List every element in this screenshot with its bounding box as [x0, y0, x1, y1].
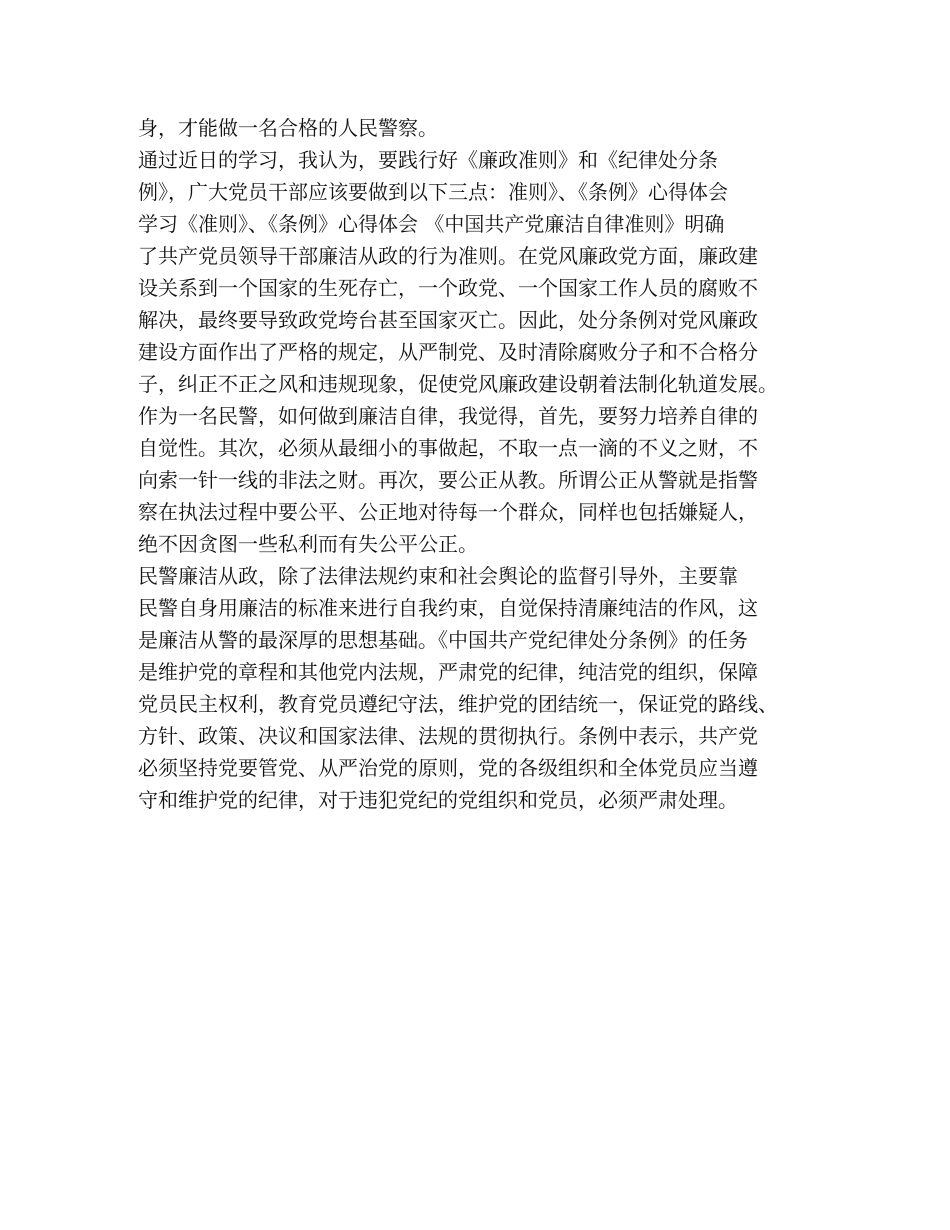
- text-line: 解决，最终要导致政党垮台甚至国家灭亡。因此，处分条例对党风廉政: [138, 308, 758, 332]
- text-line: 民警廉洁从政，除了法律法规约束和社会舆论的监督引导外，主要靠: [138, 564, 738, 588]
- text-line: 察在执法过程中要公平、公正地对待每一个群众，同样也包括嫌疑人，: [138, 500, 758, 524]
- text-line: 作为一名民警，如何做到廉洁自律，我觉得，首先，要努力培养自律的: [138, 404, 758, 428]
- text-line: 通过近日的学习，我认为，要践行好《廉政准则》和《纪律处分条: [138, 148, 718, 172]
- text-line: 学习《准则》、《条例》心得体会 《中国共产党廉洁自律准则》明确: [138, 212, 725, 236]
- body-text: [138, 112, 838, 816]
- text-line: 是维护党的章程和其他党内法规，严肃党的纪律，纯洁党的组织，保障: [138, 660, 758, 684]
- text-line: 民警自身用廉洁的标准来进行自我约束，自觉保持清廉纯洁的作风，这: [138, 596, 758, 620]
- text-line: 是廉洁从警的最深厚的思想基础。《中国共产党纪律处分条例》的任务: [138, 628, 748, 652]
- text-line: 必须坚持党要管党、从严治党的原则，党的各级组织和全体党员应当遵: [138, 756, 758, 780]
- text-line: 守和维护党的纪律，对于违犯党纪的党组织和党员，必须严肃处理。: [138, 788, 738, 812]
- text-line: 身，才能做一名合格的人民警察。: [138, 116, 438, 140]
- text-line: 自觉性。其次，必须从最细小的事做起，不取一点一滴的不义之财，不: [138, 436, 758, 460]
- text-line: 例》，广大党员干部应该要做到以下三点：准则》、《条例》心得体会: [138, 180, 728, 204]
- text-line: 了共产党员领导干部廉洁从政的行为准则。在党风廉政党方面，廉政建: [138, 244, 758, 268]
- text-line: 绝不因贪图一些私利而有失公平公正。: [138, 532, 478, 556]
- text-line: 设关系到一个国家的生死存亡，一个政党、一个国家工作人员的腐败不: [138, 276, 758, 300]
- text-line: 向索一针一线的非法之财。再次，要公正从教。所谓公正从警就是指警: [138, 468, 758, 492]
- text-line: 方针、政策、决议和国家法律、法规的贯彻执行。条例中表示，共产党: [138, 724, 758, 748]
- text-line: 党员民主权利，教育党员遵纪守法，维护党的团结统一，保证党的路线、: [138, 692, 778, 716]
- text-line: 建设方面作出了严格的规定，从严制党、及时清除腐败分子和不合格分: [138, 340, 758, 364]
- text-line: 子，纠正不正之风和违规现象，促使党风廉政建设朝着法制化轨道发展。: [138, 372, 778, 396]
